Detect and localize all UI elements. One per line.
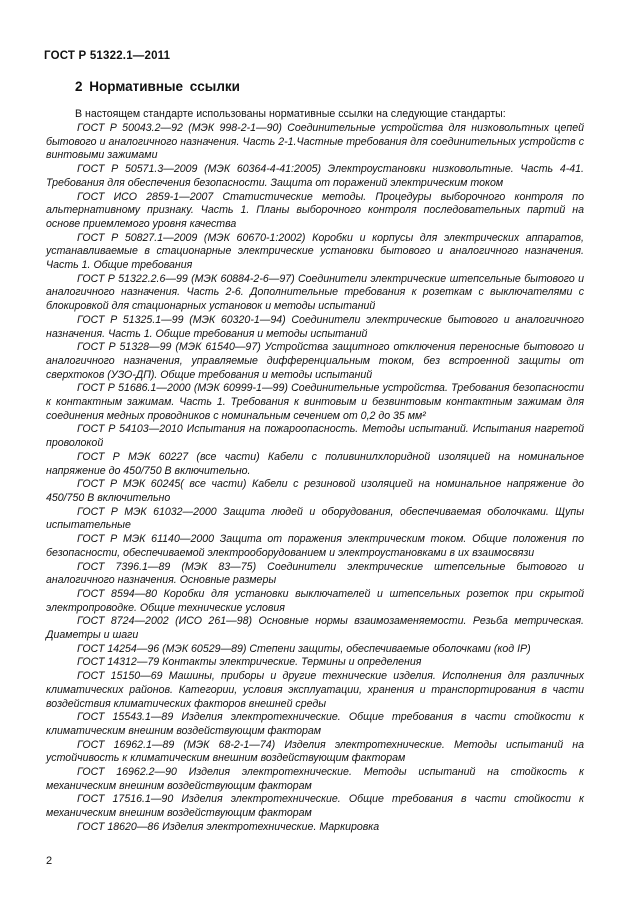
reference-item: ГОСТ Р МЭК 61032—2000 Защита людей и оборудования, обеспечиваемая оболочками. Щупы испытательные [46, 505, 584, 532]
reference-item: ГОСТ Р 50043.2—92 (МЭК 998-2-1—90) Соединительные устройства для низковольтных цепей бытового и аналогичного назначения. Часть 2-1.Частные требования для соединительных устройств с винтовыми зажимами [46, 122, 584, 162]
reference-item: ГОСТ 8724—2002 (ИСО 261—98) Основные нормы взаимозаменяемости. Резьба метрическая. Диаметры и шаги [46, 615, 584, 642]
reference-item: ГОСТ Р 51322.2.6—99 (МЭК 60884-2-6—97) Соединители электрические штепсельные бытового и аналогичного назначения. Часть 2-6. Дополнительные требования к розеткам с выключателями с блокировкой для стационарных установок и методы испытаний [46, 272, 584, 313]
reference-item: ГОСТ Р 51325.1—99 (МЭК 60320-1—94) Соединители электрические бытового и аналогичного назначения. Часть 1. Общие требования и методы испытаний [46, 313, 584, 340]
intro-paragraph: В настоящем стандарте использованы нормативные ссылки на следующие стандарты: [75, 108, 506, 120]
reference-item: ГОСТ 15543.1—89 Изделия электротехнические. Общие требования в части стойкости к климатическим внешним воздействующим факторам [46, 711, 584, 737]
reference-item: ГОСТ Р 50571.3—2009 (МЭК 60364-4-41:2005) Электроустановки низковольтные. Часть 4-41. Требования для обеспечения безопасности. Защита от поражений электрическим током [46, 163, 584, 189]
reference-item: ГОСТ Р 54103—2010 Испытания на пожароопасность. Методы испытаний. Испытания нагретой проволокой [46, 423, 584, 450]
section-title: 2 Нормативные ссылки [75, 79, 240, 94]
reference-item: ГОСТ 18620—86 Изделия электротехнические. Маркировка [77, 820, 380, 833]
reference-item: ГОСТ 8594—80 Коробки для установки выключателей и штепсельных розеток при скрытой электропроводке. Общие технические условия [46, 587, 584, 614]
reference-item: ГОСТ 14312—79 Контакты электрические. Термины и определения [77, 656, 422, 669]
reference-item: ГОСТ 16962.1—89 (МЭК 68-2-1—74) Изделия электротехнические. Методы испытаний на устойчивость к климатическим внешним воздействующим факторам [46, 738, 584, 765]
reference-item: ГОСТ 15150—69 Машины, приборы и другие технические изделия. Исполнения для различных климатических районов. Категории, условия эксплуатации, хранения и транспортирования в части воздействия климатических факторов внешней среды [46, 670, 584, 710]
reference-item: ГОСТ Р 51686.1—2000 (МЭК 60999-1—99) Соединительные устройства. Требования безопасности к контактным зажимам. Часть 1. Требования к винтовым и безвинтовым контактным зажимам для соединения медных проводников с номинальным сечением от 0,2 до 35 мм² [46, 382, 584, 422]
reference-item: ГОСТ Р 51328—99 (МЭК 61540—97) Устройства защитного отключения переносные бытового и аналогичного назначения, управляемые дифференциальным током, без встроенной защиты от сверхтоков (УЗО-ДП). Общие требования и методы испытаний [46, 341, 584, 381]
page-number: 2 [46, 855, 53, 867]
reference-item: ГОСТ 7396.1—89 (МЭК 83—75) Соединители электрические штепсельные бытового и аналогичного назначения. Основные размеры [46, 560, 584, 587]
reference-item: ГОСТ 14254—96 (МЭК 60529—89) Степени защиты, обеспечиваемые оболочками (код IP) [77, 642, 531, 655]
reference-item: ГОСТ Р МЭК 61140—2000 Защита от поражения электрическим током. Общие положения по безопасности, обеспечиваемой электрооборудованием и электроустановками в их взаимосвязи [46, 533, 584, 559]
reference-item: ГОСТ Р 50827.1—2009 (МЭК 60670-1:2002) Коробки и корпусы для электрических аппаратов, устанавливаемые в стационарные электрические установки бытового и аналогичного назначения. Часть 1. Общие требования [46, 231, 584, 272]
reference-item: ГОСТ 17516.1—90 Изделия электротехнические. Общие требования в части стойкости к механическим внешним воздействующим факторам [46, 793, 584, 820]
references-list [46, 122, 584, 835]
reference-item: ГОСТ Р МЭК 60227 (все части) Кабели с поливинилхлоридной изоляцией на номинальное напряжение до 450/750 В включительно. [46, 450, 584, 477]
reference-item: ГОСТ ИСО 2859-1—2007 Статистические методы. Процедуры выборочного контроля по альтернативному признаку. Часть 1. Планы выборочного контроля последовательных партий на основе приемлемого уровня качества [46, 190, 584, 230]
reference-item: ГОСТ 16962.2—90 Изделия электротехнические. Методы испытаний на стойкость к механическим внешним воздействующим факторам [46, 766, 584, 792]
document-code-header: ГОСТ Р 51322.1—2011 [44, 50, 171, 62]
reference-item: ГОСТ Р МЭК 60245( все части) Кабели с резиновой изоляцией на номинальное напряжение до 450/750 В включительно [46, 478, 584, 504]
